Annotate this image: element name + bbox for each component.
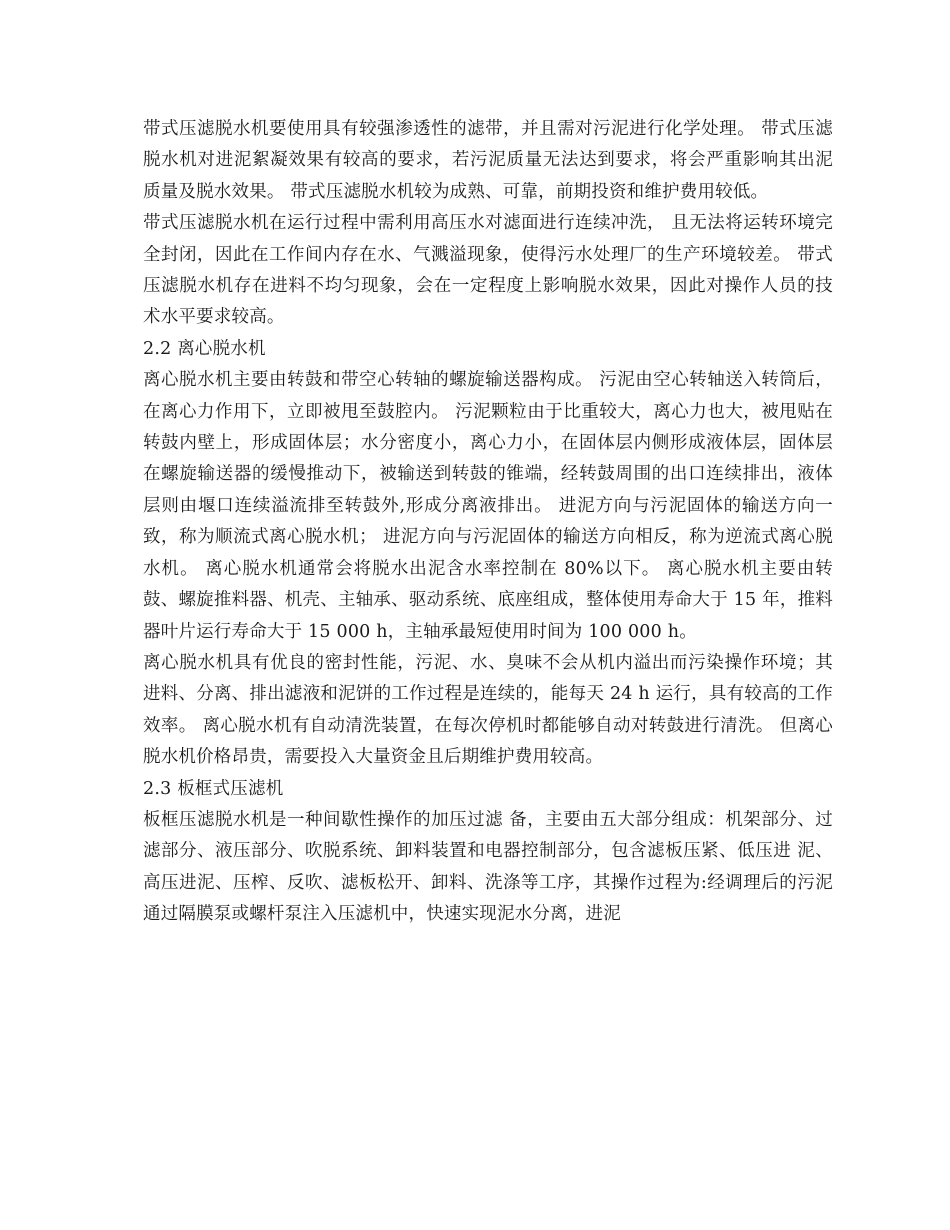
- paragraph-plate-frame-press: 板框压滤脱水机是一种间歇性操作的加压过滤 备，主要由五大部分组成：机架部分、过滤部分、液压部分、吹脱系统、卸料装置和电器控制部分，包含滤板压紧、低压进 泥、高压进泥、压榨、反吹、滤板松开、卸料、洗涤等工序，其操作过程为:经调理后的污泥通过隔膜泵或螺杆泵注入压滤机中，快速实现泥水分离，进泥: [143, 809, 833, 925]
- paragraph-belt-press-operation: 带式压滤脱水机在运行过程中需利用高压水对滤面进行连续冲洗， 且无法将运转环境完全封闭，因此在工作间内存在水、气溅溢现象，使得污水处理厂的生产环境较差。 带式压滤脱水机存在进料不均匀现象，会在一定程度上影响脱水效果，因此对操作人员的技术水平要求较高。: [143, 213, 833, 328]
- paragraph-centrifuge-structure: 离心脱水机主要由转鼓和带空心转轴的螺旋输送器构成。 污泥由空心转轴送入转筒后，在离心力作用下，立即被甩至鼓腔内。 污泥颗粒由于比重较大，离心力也大，被甩贴在转鼓内壁上，形成固体层；水分密度小，离心力小，在固体层内侧形成液体层，固体层在螺旋输送器的缓慢推动下，被输送到转鼓的锥端，经转鼓周围的出口连续排出，液体层则由堰口连续溢流排至转鼓外,形成分离液排出。 进泥方向与污泥固体的输送方向一致，称为顺流式离心脱水机； 进泥方向与污泥固体的输送方向相反，称为逆流式离心脱水机。 离心脱水机通常会将脱水出泥含水率控制在 80%以下。 离心脱水机主要由转鼓、螺旋推料器、机壳、主轴承、驱动系统、底座组成，整体使用寿命大于 15 年，推料器叶片运行寿命大于 15 000 h，主轴承最短使用时间为 100 000 h。: [143, 370, 833, 642]
- section-heading-centrifuge: 2.2 离心脱水机: [143, 338, 266, 359]
- paragraph-belt-press-requirements: 带式压滤脱水机要使用具有较强渗透性的滤带，并且需对污泥进行化学处理。 带式压滤脱水机对进泥絮凝效果有较高的要求，若污泥质量无法达到要求，将会严重影响其出泥质量及脱水效果。 带式压滤脱水机较为成熟、可靠，前期投资和维护费用较低。: [143, 119, 833, 202]
- paragraph-centrifuge-performance: 离心脱水机具有优良的密封性能，污泥、水、臭味不会从机内溢出而污染操作环境；其进料、分离、排出滤液和泥饼的工作过程是连续的，能每天 24 h 运行，具有较高的工作效率。 离心脱水机有自动清洗装置，在每次停机时都能够自动对转鼓进行清洗。 但离心脱水机价格昂贵，需要投入大量资金且后期维护费用较高。: [143, 652, 833, 768]
- section-heading-plate-frame-press: 2.3 板框式压滤机: [143, 778, 284, 799]
- document-body: [143, 114, 833, 931]
